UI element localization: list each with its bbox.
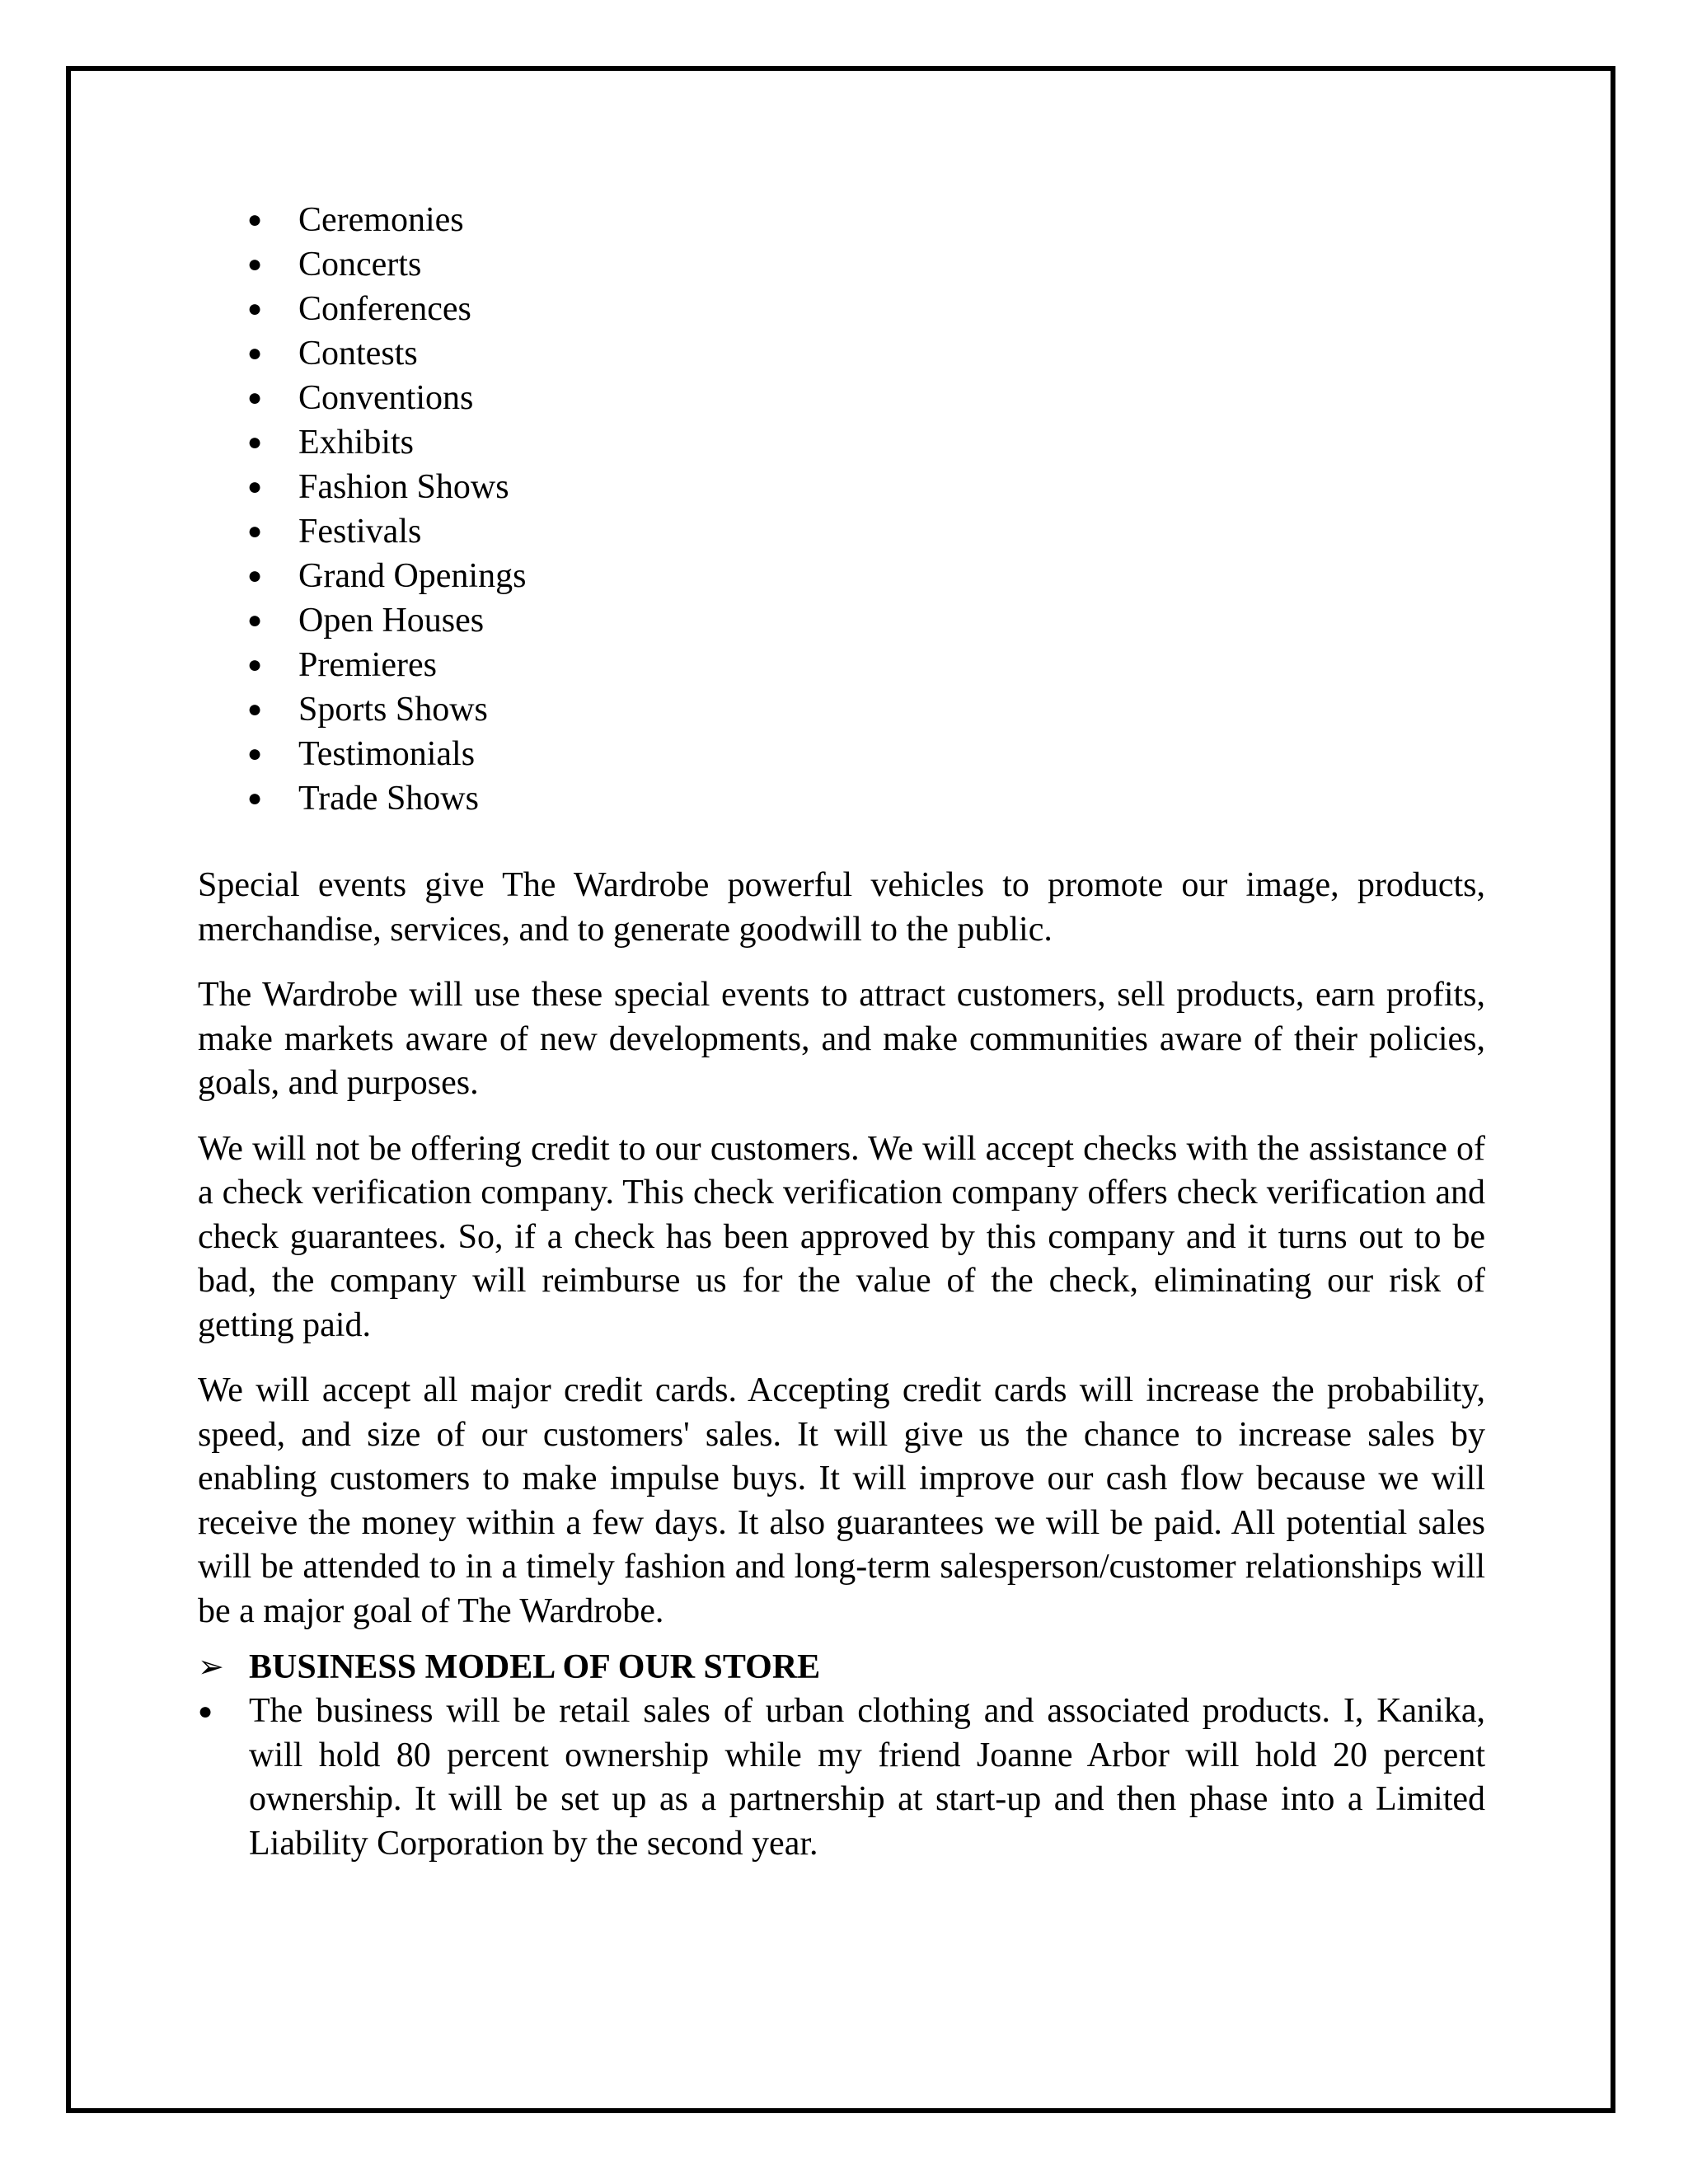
- bullet-icon: ●: [247, 740, 263, 767]
- list-item: [198, 1690, 1485, 1866]
- event-label: Conventions: [298, 379, 474, 417]
- list-item: [247, 198, 1485, 242]
- bullet-icon: ●: [247, 251, 263, 278]
- bullet-icon: ●: [247, 651, 263, 678]
- event-label: Festivals: [298, 513, 422, 551]
- bullet-icon: ●: [247, 340, 263, 367]
- paragraph-event-goals: The Wardrobe will use these special events to attract customers, sell products, earn profits, make markets aware of new developments, and make communities aware of their policies, goals, and purposes.: [198, 976, 1485, 1102]
- list-item: [247, 776, 1485, 821]
- bullet-icon: ●: [247, 473, 263, 500]
- event-label: Conferences: [298, 290, 471, 328]
- bullet-icon: ●: [247, 607, 263, 634]
- bullet-icon: ●: [247, 206, 263, 233]
- bullet-icon: ●: [247, 429, 263, 456]
- event-list: [247, 198, 1485, 821]
- document-body: [198, 198, 1485, 1866]
- event-label: Premieres: [298, 646, 437, 684]
- event-label: Testimonials: [298, 735, 476, 773]
- list-item: [247, 687, 1485, 732]
- list-item: [247, 287, 1485, 331]
- list-item: [247, 598, 1485, 643]
- bullet-icon: ●: [247, 295, 263, 322]
- event-label: Fashion Shows: [298, 468, 509, 506]
- paragraph-special-events: Special events give The Wardrobe powerful vehicles to promote our image, products, merchandise, services, and to generate goodwill to the public.: [198, 866, 1485, 949]
- event-label: Trade Shows: [298, 780, 479, 818]
- list-item: [247, 420, 1485, 465]
- list-item: [247, 732, 1485, 776]
- event-label: Concerts: [298, 246, 422, 284]
- list-item: [247, 465, 1485, 509]
- bullet-icon: ●: [247, 562, 263, 589]
- list-item: [247, 376, 1485, 420]
- bullet-icon: ●: [247, 696, 263, 723]
- section-heading-text: BUSINESS MODEL OF OUR STORE: [249, 1648, 821, 1686]
- event-label: Grand Openings: [298, 557, 527, 595]
- list-item: [247, 509, 1485, 554]
- list-item: [247, 643, 1485, 687]
- paragraph-credit-cards: We will accept all major credit cards. Accepting credit cards will increase the probability, speed, and size of our customers' sales. It will give us the chance to increase sales by enabling customers to make impulse buys. It will improve our cash flow because we will receive the money within a few days. It also guarantees we will be paid. All potential sales will be attended to in a timely fashion and long-term salesperson/customer relationships will be a major goal of The Wardrobe.: [198, 1371, 1485, 1630]
- list-item: [247, 554, 1485, 598]
- list-item: [247, 331, 1485, 376]
- event-label: Open Houses: [298, 602, 485, 640]
- event-label: Contests: [298, 335, 418, 373]
- business-model-text: The business will be retail sales of urban clothing and associated products. I, Kanika, will hold 80 percent ownership while my friend Joanne Arbor will hold 20 percent ownership. It will be set up as a partnership at start-up and then phase into a Limited Liability Corporation by the second year.: [249, 1692, 1485, 1863]
- paragraph-check-policy: We will not be offering credit to our customers. We will accept checks with the assistance of a check verification company. This check verification company offers check verification and check guarantees. So, if a check has been approved by this company and it turns out to be bad, the company will reimburse us for the value of the check, eliminating our risk of getting paid.: [198, 1129, 1485, 1344]
- bullet-icon: ●: [247, 518, 263, 545]
- bullet-icon: ●: [247, 785, 263, 812]
- event-label: Sports Shows: [298, 691, 488, 729]
- section-heading: [198, 1645, 1485, 1690]
- bullet-icon: ●: [198, 1698, 213, 1725]
- list-item: [247, 242, 1485, 287]
- event-label: Exhibits: [298, 424, 415, 462]
- event-label: Ceremonies: [298, 201, 464, 239]
- bullet-icon: ●: [247, 384, 263, 411]
- arrow-bullet-icon: ➢: [198, 1650, 224, 1685]
